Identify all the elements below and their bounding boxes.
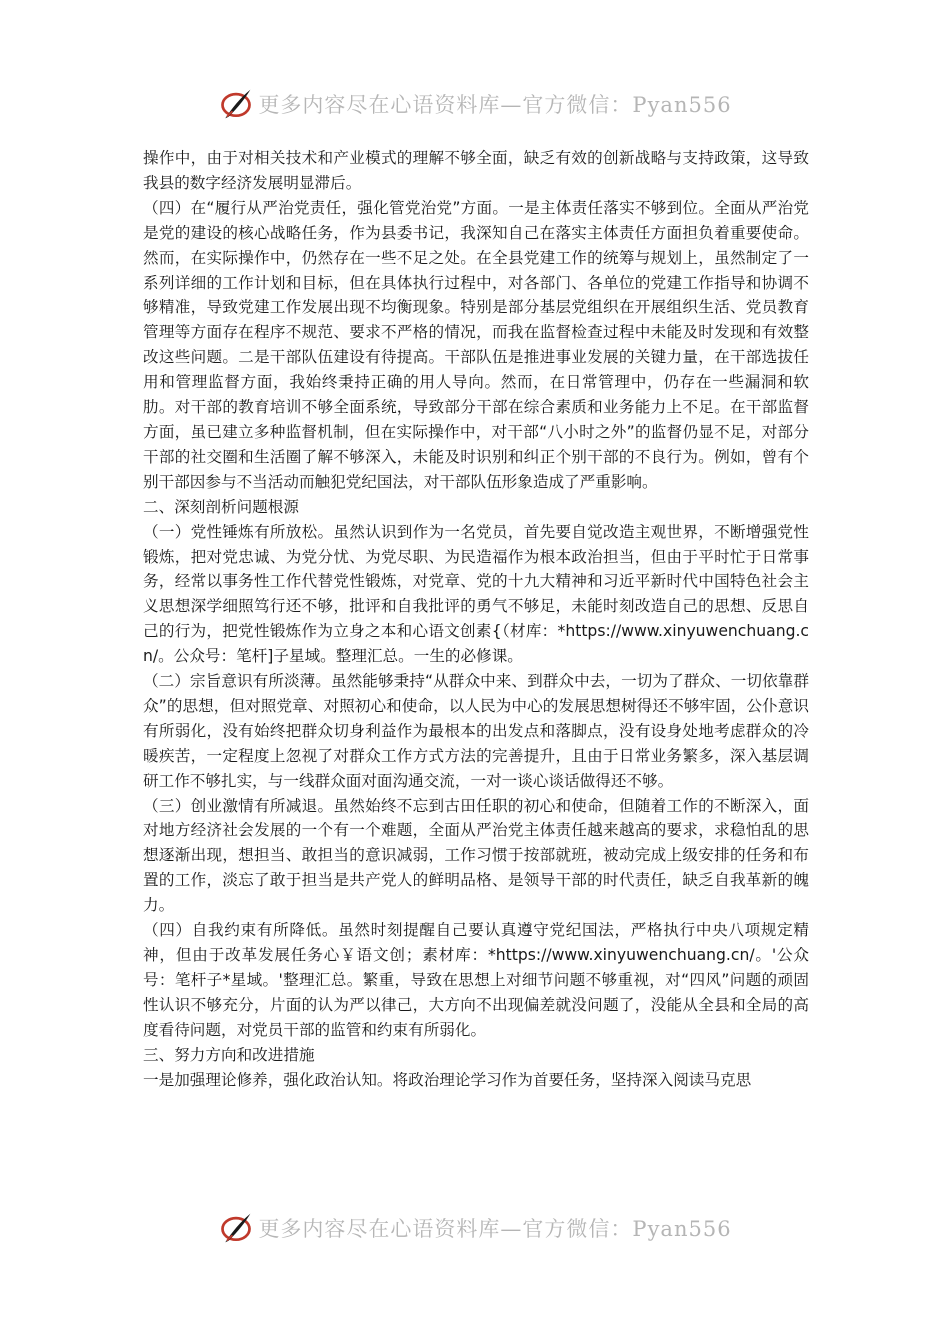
quill-pen-logo-icon <box>218 86 254 122</box>
watermark-text: 更多内容尽在心语资料库—官方微信：Pyan556 <box>258 93 732 117</box>
paragraph-cause-4: （四）自我约束有所降低。虽然时刻提醒自己要认真遵守党纪国法，严格执行中央八项规定精神，但由于改革发展任务心￥语文创；素材库：*https://www.xinyuwenchuang.cn/。'公众号：笔杆子*星域。'整理汇总。繁重，导致在思想上对细节问题不够重视，对“四风”问题的顽固性认识不够充分，片面的认为严以律己，大方向不出现偏差就没问题了，没能从全县和全局的高度看待问题，对党员干部的监管和约束有所弱化。 <box>143 921 809 1039</box>
watermark-banner-bottom <box>0 1208 950 1248</box>
paragraph-cause-3: （三）创业激情有所减退。虽然始终不忘到古田任职的初心和使命，但随着工作的不断深入，面对地方经济社会发展的一个有一个难题，全面从严治党主体责任越来越高的要求，求稳怕乱的思想逐渐出现，想担当、敢担当的意识减弱，工作习惯于按部就班，被动完成上级安排的任务和布置的工作，淡忘了敢于担当是共产党人的鲜明品格、是领导干部的时代责任，缺乏自我革新的魄力。 <box>143 796 809 915</box>
paragraph-cause-1: （一）党性锤炼有所放松。虽然认识到作为一名党员，首先要自觉改造主观世界，不断增强党性锻炼，把对党忠诚、为党分忧、为党尽职、为民造福作为根本政治担当，但由于平时忙于日常事务，经常以事务性工作代替党性锻炼，对党章、党的十九大精神和习近平新时代中国特色社会主义思想深学细照笃行还不够，批评和自我批评的勇气不够足，未能时刻改造自己的思想、反思自己的行为，把党性锻炼作为立身之本和心语文创素{（材库：*https://www.xinyuwenchuang.cn/。公众号：笔杆]子星域。整理汇总。一生的必修课。 <box>143 522 809 666</box>
watermark-banner-top <box>0 84 950 124</box>
paragraph-cause-2: （二）宗旨意识有所淡薄。虽然能够秉持“从群众中来、到群众中去，一切为了群众、一切依靠群众”的思想，但对照党章、对照初心和使命，以人民为中心的发展思想树得还不够牢固，公仆意识有所弱化，没有始终把群众切身利益作为最根本的出发点和落脚点，没有设身处地考虑群众的冷暖疾苦，一定程度上忽视了对群众工作方式方法的完善提升，且由于日常业务繁多，深入基层调研工作不够扎实，与一线群众面对面沟通交流，一对一谈心谈话做得还不够。 <box>143 672 809 790</box>
paragraph-continued: 操作中，由于对相关技术和产业模式的理解不够全面，缺乏有效的创新战略与支持政策，这导致我县的数字经济发展明显滞后。 <box>143 149 809 192</box>
watermark-text: 更多内容尽在心语资料库—官方微信：Pyan556 <box>258 1217 732 1241</box>
paragraph-measure-1: 一是加强理论修养，强化政治认知。将政治理论学习作为首要任务，坚持深入阅读马克思 <box>143 1070 752 1089</box>
heading-improvement-measures: 三、努力方向和改进措施 <box>143 1045 315 1064</box>
quill-pen-logo-icon <box>218 1210 254 1246</box>
document-body <box>143 146 809 1092</box>
heading-root-causes: 二、深刻剖析问题根源 <box>143 497 299 516</box>
paragraph-section-4: （四）在“履行从严治党责任，强化管党治党”方面。一是主体责任落实不够到位。全面从严治党是党的建设的核心战略任务，作为县委书记，我深知自己在落实主体责任方面担负着重要使命。然而，在实际操作中，仍然存在一些不足之处。在全县党建工作的统筹与规划上，虽然制定了一系列详细的工作计划和目标，但在具体执行过程中，对各部门、各单位的党建工作指导和协调不够精准，导致党建工作发展出现不均衡现象。特别是部分基层党组织在开展组织生活、党员教育管理等方面存在程序不规范、要求不严格的情况，而我在监督检查过程中未能及时发现和有效整改这些问题。二是干部队伍建设有待提高。干部队伍是推进事业发展的关键力量，在干部选拔任用和管理监督方面，我始终秉持正确的用人导向。然而，在日常管理中，仍存在一些漏洞和软肋。对干部的教育培训不够全面系统，导致部分干部在综合素质和业务能力上不足。在干部监督方面，虽已建立多种监督机制，但在实际操作中，对干部“八小时之外”的监督仍显不足，对部分干部的社交圈和生活圈了解不够深入，未能及时识别和纠正个别干部的不良行为。例如，曾有个别干部因参与不当活动而触犯党纪国法，对干部队伍形象造成了严重影响。 <box>143 198 809 491</box>
